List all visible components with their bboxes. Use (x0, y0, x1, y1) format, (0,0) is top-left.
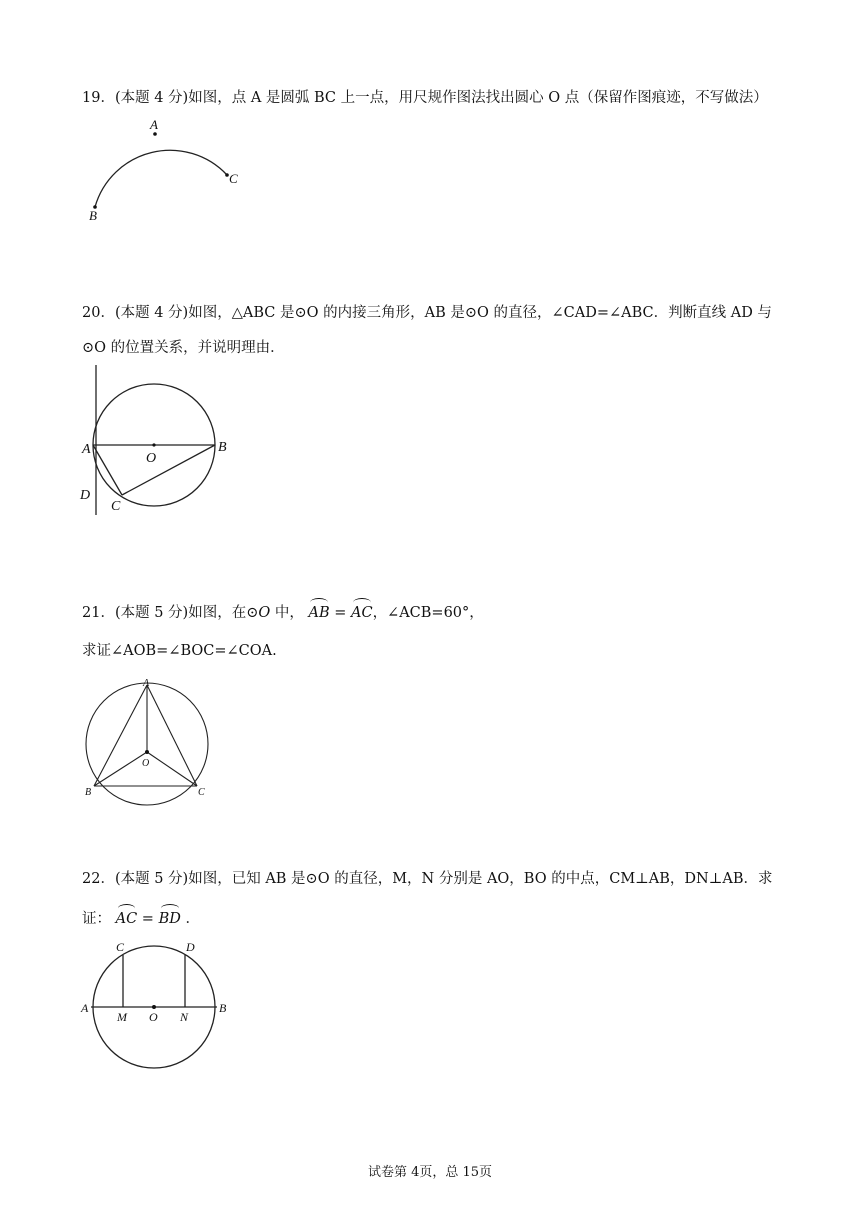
label-D: D (80, 488, 91, 503)
label-B: B (218, 440, 227, 455)
question-20-line1: 20．(本题 4 分)如图，△ABC 是⊙O 的内接三角形，AB 是⊙O 的直径，∠CAD=∠ABC．判断直线 AD 与 (82, 305, 772, 321)
label-O: O (142, 758, 150, 769)
arc-AB: AB (308, 605, 330, 621)
question-22-line1: 22．(本题 5 分)如图，已知 AB 是⊙O 的直径，M，N 分别是 AO，BO 的中点，CM⊥AB，DN⊥AB．求 (82, 871, 773, 887)
label-B: B (89, 208, 97, 223)
label-A: A (82, 442, 91, 457)
label-A: A (143, 678, 150, 689)
page-footer: 试卷第 4页，总 15页 (367, 1165, 493, 1180)
label-A: A (81, 1001, 89, 1015)
label-C: C (116, 940, 125, 954)
question-19-text: 19．(本题 4 分)如图，点 A 是圆弧 BC 上一点，用尺规作图法找出圆心 O 点（保留作图痕迹，不写做法） (82, 90, 768, 106)
label-C: C (111, 499, 121, 514)
question-22-line2: 证： AC = BD ． (82, 911, 200, 927)
figure-21-circle (80, 676, 220, 806)
question-21-line2: 求证∠AOB=∠BOC=∠COA. (82, 643, 277, 659)
arc-AC: AC (115, 911, 138, 927)
figure-19-arc (80, 115, 260, 230)
figure-20-circle (78, 365, 248, 517)
label-B: B (219, 1001, 227, 1015)
question-21-line1: 21．(本题 5 分)如图，在⊙O 中， AB = AC，∠ACB=60°， (82, 605, 484, 621)
label-D: D (186, 940, 195, 954)
figure-22-circle (78, 938, 238, 1073)
label-C: C (198, 787, 205, 798)
label-B: B (85, 787, 92, 798)
question-20-line2: ⊙O 的位置关系，并说明理由． (82, 340, 285, 356)
label-A: A (150, 117, 158, 132)
arc-BD: BD (158, 911, 181, 927)
label-C: C (229, 171, 238, 186)
label-O: O (149, 1010, 158, 1024)
label-M: M (117, 1010, 127, 1024)
label-O: O (146, 451, 157, 466)
label-N: N (180, 1010, 189, 1024)
arc-AC: AC (350, 605, 373, 621)
